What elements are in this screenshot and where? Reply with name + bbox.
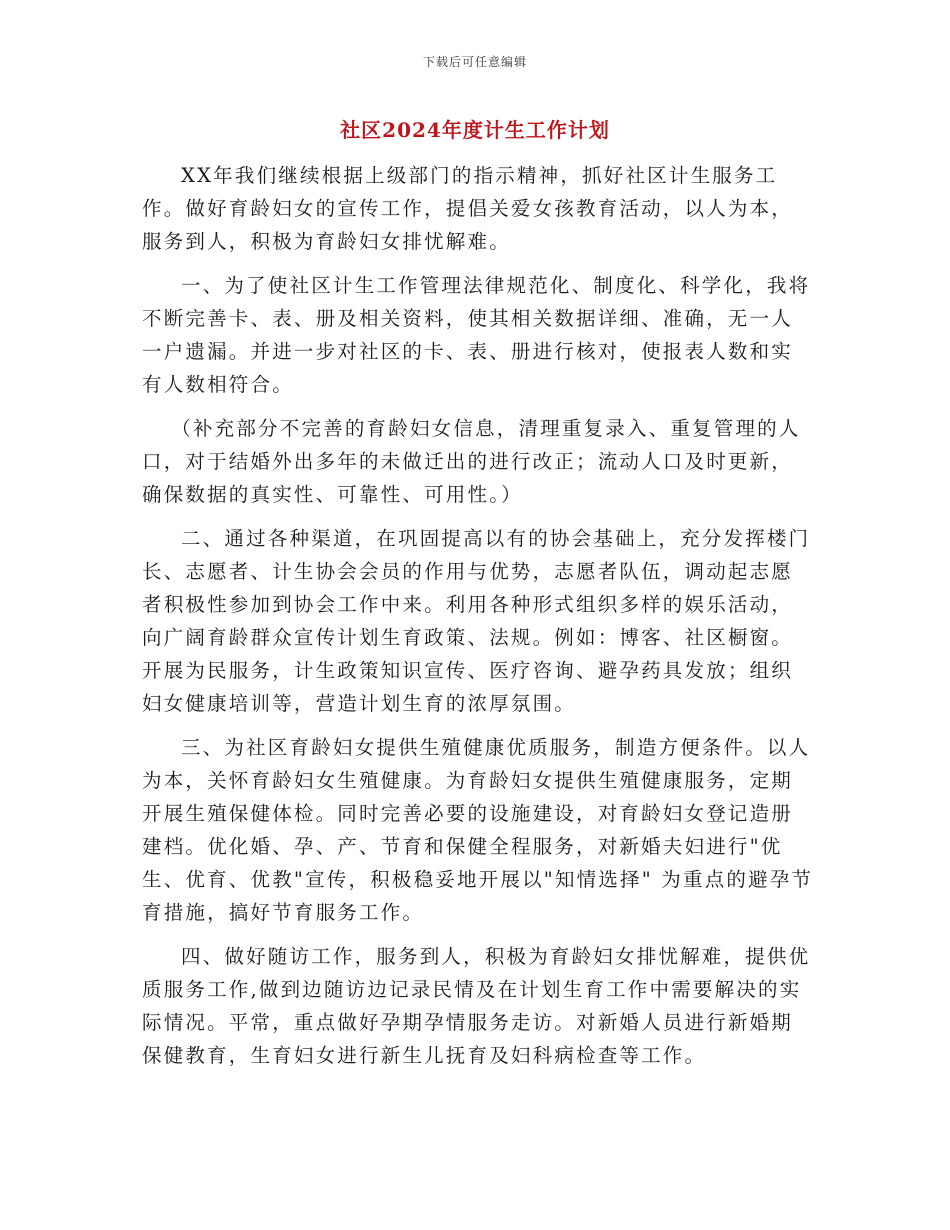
document-title: 社区2024年度计生工作计划 — [340, 118, 610, 142]
paragraph-intro: XX年我们继续根据上级部门的指示精神，抓好社区计生服务工作。做好育龄妇女的宣传工作，提倡关爱女孩教育活动，以人为本，服务到人，积极为育龄妇女排忧解难。 — [142, 164, 794, 253]
header-note: 下载后可任意编辑 — [422, 55, 527, 69]
paragraph-section-2: 二、通过各种渠道，在巩固提高以有的协会基础上，充分发挥楼门长、志愿者、计生协会会员的作用与优势，志愿者队伍，调动起志愿者积极性参加到协会工作中来。利用各种形式组织多样的娱乐活动，向广阔育龄群众宣传计划生育政策、法规。例如：博客、社区橱窗。开展为民服务，计生政策知识宣传、医疗咨询、避孕药具发放；组织妇女健康培训等，营造计划生育的浓厚氛围。 — [142, 527, 811, 715]
paragraph-section-1: 一、为了使社区计生工作管理法律规范化、制度化、科学化，我将不断完善卡、表、册及相关资料，使其相关数据详细、准确，无一人一户遗漏。并进一步对社区的卡、表、册进行核对，使报表人数和实有人数相符合。 — [142, 274, 811, 396]
paragraph-supplement: （补充部分不完善的育龄妇女信息，清理重复录入、重复管理的人口，对于结婚外出多年的未做迁出的进行改正；流动人口及时更新，确保数据的真实性、可靠性、可用性。） — [142, 417, 801, 506]
paragraph-section-4: 四、做好随访工作，服务到人，积极为育龄妇女排忧解难，提供优质服务工作,做到边随访边记录民情及在计划生育工作中需要解决的实际情况。平常，重点做好孕期孕情服务走访。对新婚人员进行新婚期保健教育，生育妇女进行新生儿抚育及妇科病检查等工作。 — [142, 945, 811, 1067]
paragraph-section-3: 三、为社区育龄妇女提供生殖健康优质服务，制造方便条件。以人为本，关怀育龄妇女生殖健康。为育龄妇女提供生殖健康服务，定期开展生殖保健体检。同时完善必要的设施建设，对育龄妇女登记造册建档。优化婚、孕、产、节育和保健全程服务，对新婚夫妇进行"优生、优育、优教"宣传，积极稳妥地开展以"知情选择" 为重点的避孕节育措施，搞好节育服务工作。 — [142, 736, 814, 924]
document-body — [142, 159, 814, 1072]
